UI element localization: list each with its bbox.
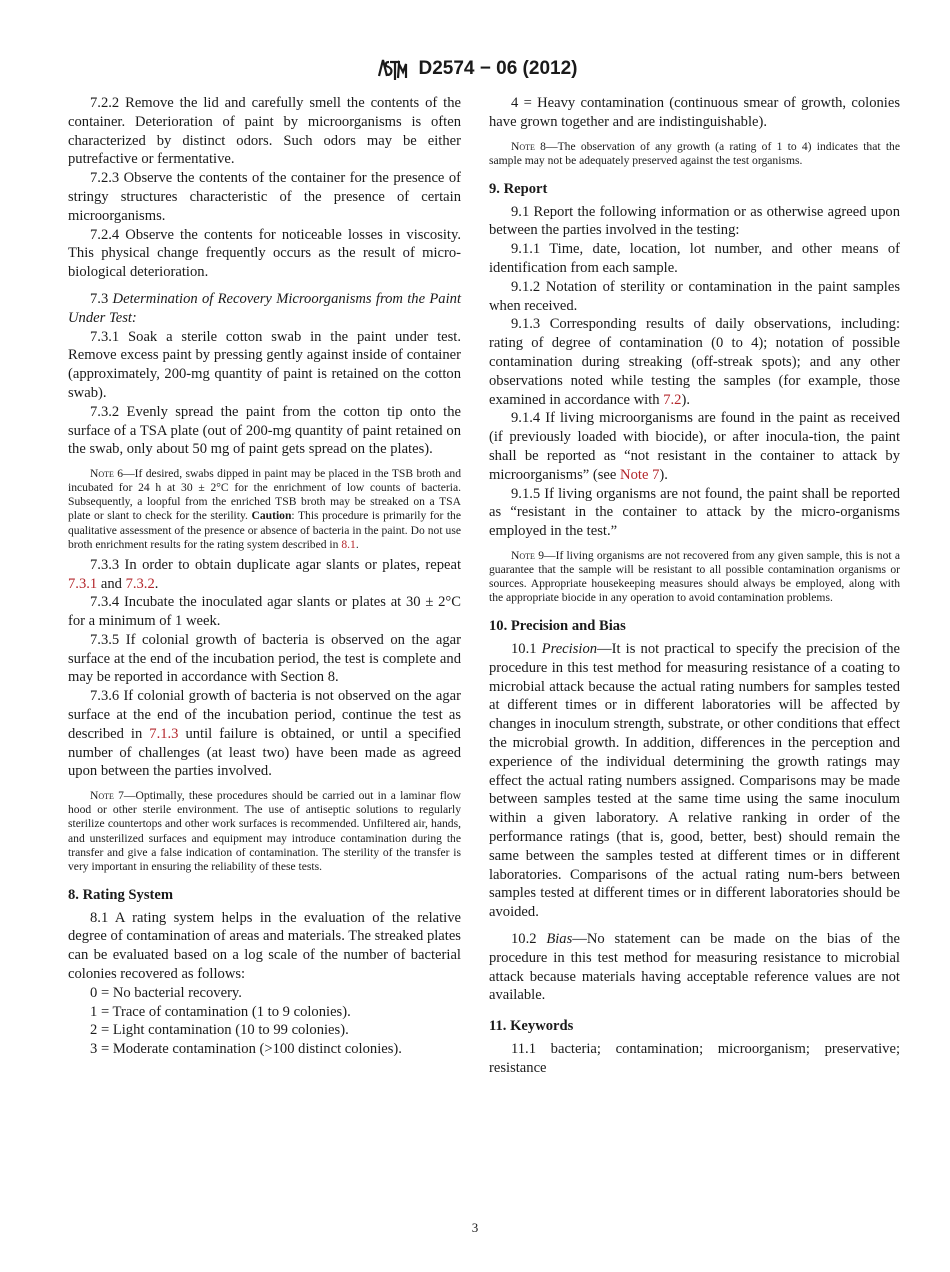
astm-logo-icon xyxy=(373,54,409,84)
paragraph xyxy=(489,203,900,241)
right-column xyxy=(489,94,900,1078)
section-heading xyxy=(489,1017,900,1036)
section-heading xyxy=(489,180,900,199)
paragraph xyxy=(489,485,900,541)
text-run: Caution xyxy=(251,509,292,523)
note-paragraph xyxy=(68,789,461,874)
text-run: 8. Rating System xyxy=(68,886,173,903)
left-column xyxy=(68,94,461,1059)
text-run: 7.3 xyxy=(90,290,113,307)
text-run: 8—The observation of any growth (a rating of 1 to 4) indicates that the sample may not be adequately preserved against the test organisms. xyxy=(489,139,900,167)
text-run: 9.1.1 Time, date, location, lot number, and other means of identification from each sample. xyxy=(489,241,900,276)
text-run: 9.1.3 Corresponding results of daily observations, including: rating of degree of contamination (0 to 4); notation of possible contamination during streaking (off-streak spots); and any other observations noted while testing the samples (for example, those examined in accordance with xyxy=(489,316,900,408)
text-run: 10.1 xyxy=(511,641,542,658)
text-run: Determination of Recovery Microorganisms from the Paint Under Test: xyxy=(68,290,461,326)
text-run: 4 = Heavy contamination (continuous smear of growth, colonies have grown together and are indistinguishable). xyxy=(489,95,900,130)
paragraph xyxy=(68,909,461,984)
text-run: 1 = Trace of contamination (1 to 9 colonies). xyxy=(90,1003,351,1020)
text-run: 9.1.4 If living microorganisms are found in the paint as received (if previously loaded with biocide), or after inocula-tion, the paint shall be reported as “not resistant in the container to attack by microorganisms” (see xyxy=(489,410,900,483)
cross-reference-link[interactable]: 7.1.3 xyxy=(149,725,179,742)
cross-reference-link[interactable]: 8.1 xyxy=(341,537,356,551)
paragraph xyxy=(68,556,461,594)
cross-reference-link[interactable]: Note 7 xyxy=(620,466,660,483)
text-run: 3 = Moderate contamination (>100 distinct colonies). xyxy=(90,1041,402,1058)
text-run: 11. Keywords xyxy=(489,1018,574,1035)
rating-list-item xyxy=(68,984,461,1003)
paragraph xyxy=(68,290,461,328)
text-run: : This procedure is primarily for the qualitative assessment of the presence or absence of bacteria in the paint. Do not use broth enrichment results for the rating system described in xyxy=(68,509,462,551)
text-run: ). xyxy=(659,466,668,483)
text-run: . xyxy=(154,575,159,592)
note-paragraph xyxy=(68,467,461,552)
rating-list-item xyxy=(489,94,900,132)
paragraph xyxy=(489,240,900,278)
text-run: 9—If living organisms are not recovered from any given sample, this is not a guarantee that the sample will be resistant to all possible contamination organisms or sources. Appropriate housekeeping measures should always be employed, along with the appropriate biocide in any operation to avoid contamination problems. xyxy=(489,548,900,605)
text-run: Note xyxy=(511,139,535,153)
paragraph xyxy=(68,94,461,169)
text-run: 11.1 bacteria; contamination; microorganism; preservative; resistance xyxy=(489,1041,900,1076)
rating-list-item xyxy=(68,1003,461,1022)
page-number: 3 xyxy=(471,1220,479,1235)
text-run: Note xyxy=(90,467,114,481)
section-heading xyxy=(68,886,461,905)
paragraph xyxy=(68,169,461,225)
paragraph xyxy=(68,403,461,459)
paragraph xyxy=(489,930,900,1005)
text-run: until failure is obtained, or until a specified number of challenges (at least two) have been made as agreed upon between the parties involved. xyxy=(68,725,461,780)
text-run: 9. Report xyxy=(489,180,548,197)
text-run: 6—If desired, swabs dipped in paint may be placed in the TSB broth and incubated for 24 h at 30 ± 2°C for the enrichment of low counts of bacteria. Subsequently, a loopful from the enriched TSB broth may be streaked on a TSA plate or slant to check for the sterility. xyxy=(68,467,461,523)
text-run: Precision xyxy=(541,641,598,658)
text-run: —No statement can be made on the bias of the procedure in this test method for measuring resistance to microbial attack because materials having acceptable reference values are not available. xyxy=(489,931,900,1004)
paragraph xyxy=(489,315,900,409)
rating-list-item xyxy=(68,1040,461,1059)
text-run: 8.1 A rating system helps in the evaluation of the relative degree of contamination of areas and materials. The streaked plates can be evaluated based on a log scale of the number of bacterial colonies recovered as follows: xyxy=(68,909,461,983)
text-run: 7.3.6 If colonial growth of bacteria is not observed on the agar surface at the end of the incubation period, continue the test as described in xyxy=(68,688,461,742)
text-run: Bias xyxy=(546,931,573,948)
paragraph xyxy=(68,631,461,687)
cross-reference-link[interactable]: 7.3.1 xyxy=(68,575,98,592)
text-run: 2 = Light contamination (10 to 99 colonies). xyxy=(90,1022,349,1039)
paragraph xyxy=(68,328,461,403)
paragraph xyxy=(489,640,900,922)
paragraph xyxy=(68,687,461,781)
paragraph xyxy=(489,409,900,484)
text-run: 9.1.2 Notation of sterility or contamination in the paint samples when received. xyxy=(489,278,900,314)
text-run: 7.3.4 Incubate the inoculated agar slants or plates at 30 ± 2°C for a minimum of 1 week. xyxy=(68,594,461,630)
section-heading xyxy=(489,617,900,636)
text-run: 7.3.2 Evenly spread the paint from the cotton tip onto the surface of a TSA plate (out of 200-mg quantity of paint retained on the swab, only about 50 mg of paint gets spread on the plates). xyxy=(68,403,461,458)
text-run: 0 = No bacterial recovery. xyxy=(90,984,242,1001)
document-designation: D2574 − 06 (2012) xyxy=(418,58,578,79)
text-run: Note xyxy=(511,548,535,562)
paragraph xyxy=(489,1040,900,1078)
rating-list-item xyxy=(68,1021,461,1040)
text-run: 9.1 Report the following information or as otherwise agreed upon between the parties involved in the testing: xyxy=(489,203,900,239)
text-run: . xyxy=(355,537,359,551)
text-run: 9.1.5 If living organisms are not found, the paint shall be reported as “resistant in the container to attack by the micro-organisms employed in the test.” xyxy=(489,485,900,540)
paragraph xyxy=(68,593,461,631)
text-run: —It is not practical to specify the precision of the procedure in this test method for measuring resistance of a coating to microbial attack because the actual rating numbers for samples tested at different times or in different laboratories will be affected by changes in inoculum strength, substrate, or other conditions that effect the microbial growth. In addition, differences in the perception and experience of the individual determining the growth ratings may effect the actual rating numbers assigned. Comparisons may be made between samples tested at the same time using the same inoculum within a given laboratory. A relative ranking in order of the performance ratings (that is, good, better, best) should remain the same between the samples tested at different times or in different laboratories. Comparisons of the actual rating num-bers between samples tested at different times or in different laboratories should be avoided. xyxy=(489,641,900,921)
text-run: Note xyxy=(90,789,114,803)
text-run: 7.3.3 In order to obtain duplicate agar slants or plates, repeat xyxy=(90,556,461,573)
note-paragraph xyxy=(489,549,900,605)
text-run: 7—Optimally, these procedures should be carried out in a laminar flow hood or other sterile environment. The use of antiseptic solutions to regularly sterilize countertops and other work surfaces is recommended. Unfiltered air, hands, and unsterilized surfaces and equipment may introduce contamination during the transfer and give a false indication of contamination. The sterility of the transfer is very important in ensuring the reliability of these tests. xyxy=(68,789,461,873)
paragraph xyxy=(489,278,900,316)
text-run: 7.2.2 Remove the lid and carefully smell the contents of the container. Deterioration of paint by microorganisms is often characterized by distinct odors. Such odors may be either putrefactive or fermentative. xyxy=(68,95,461,168)
text-run: 7.3.1 Soak a sterile cotton swab in the paint under test. Remove excess paint by pressing gently against inside of container (approximately, 200-mg quantity of paint is retained on the cotton swab). xyxy=(68,328,461,401)
text-run: 7.2.4 Observe the contents for noticeable losses in viscosity. This physical change frequently occurs as the result of micro-biological deterioration. xyxy=(68,226,461,281)
cross-reference-link[interactable]: 7.3.2 xyxy=(125,575,155,592)
paragraph xyxy=(68,226,461,282)
text-run: ). xyxy=(681,391,690,408)
note-paragraph xyxy=(489,140,900,168)
text-run: and xyxy=(97,575,126,592)
page-header xyxy=(0,54,950,84)
text-run: 10. Precision and Bias xyxy=(489,618,626,635)
text-run: 10.2 xyxy=(511,931,547,948)
text-run: 7.3.5 If colonial growth of bacteria is observed on the agar surface at the end of the incubation period, the test is complete and may be reported in accordance with Section 8. xyxy=(68,631,461,686)
cross-reference-link[interactable]: 7.2 xyxy=(663,391,682,408)
text-run: 7.2.3 Observe the contents of the container for the presence of stringy structures characteristic of the presence of certain microorganisms. xyxy=(68,170,461,224)
